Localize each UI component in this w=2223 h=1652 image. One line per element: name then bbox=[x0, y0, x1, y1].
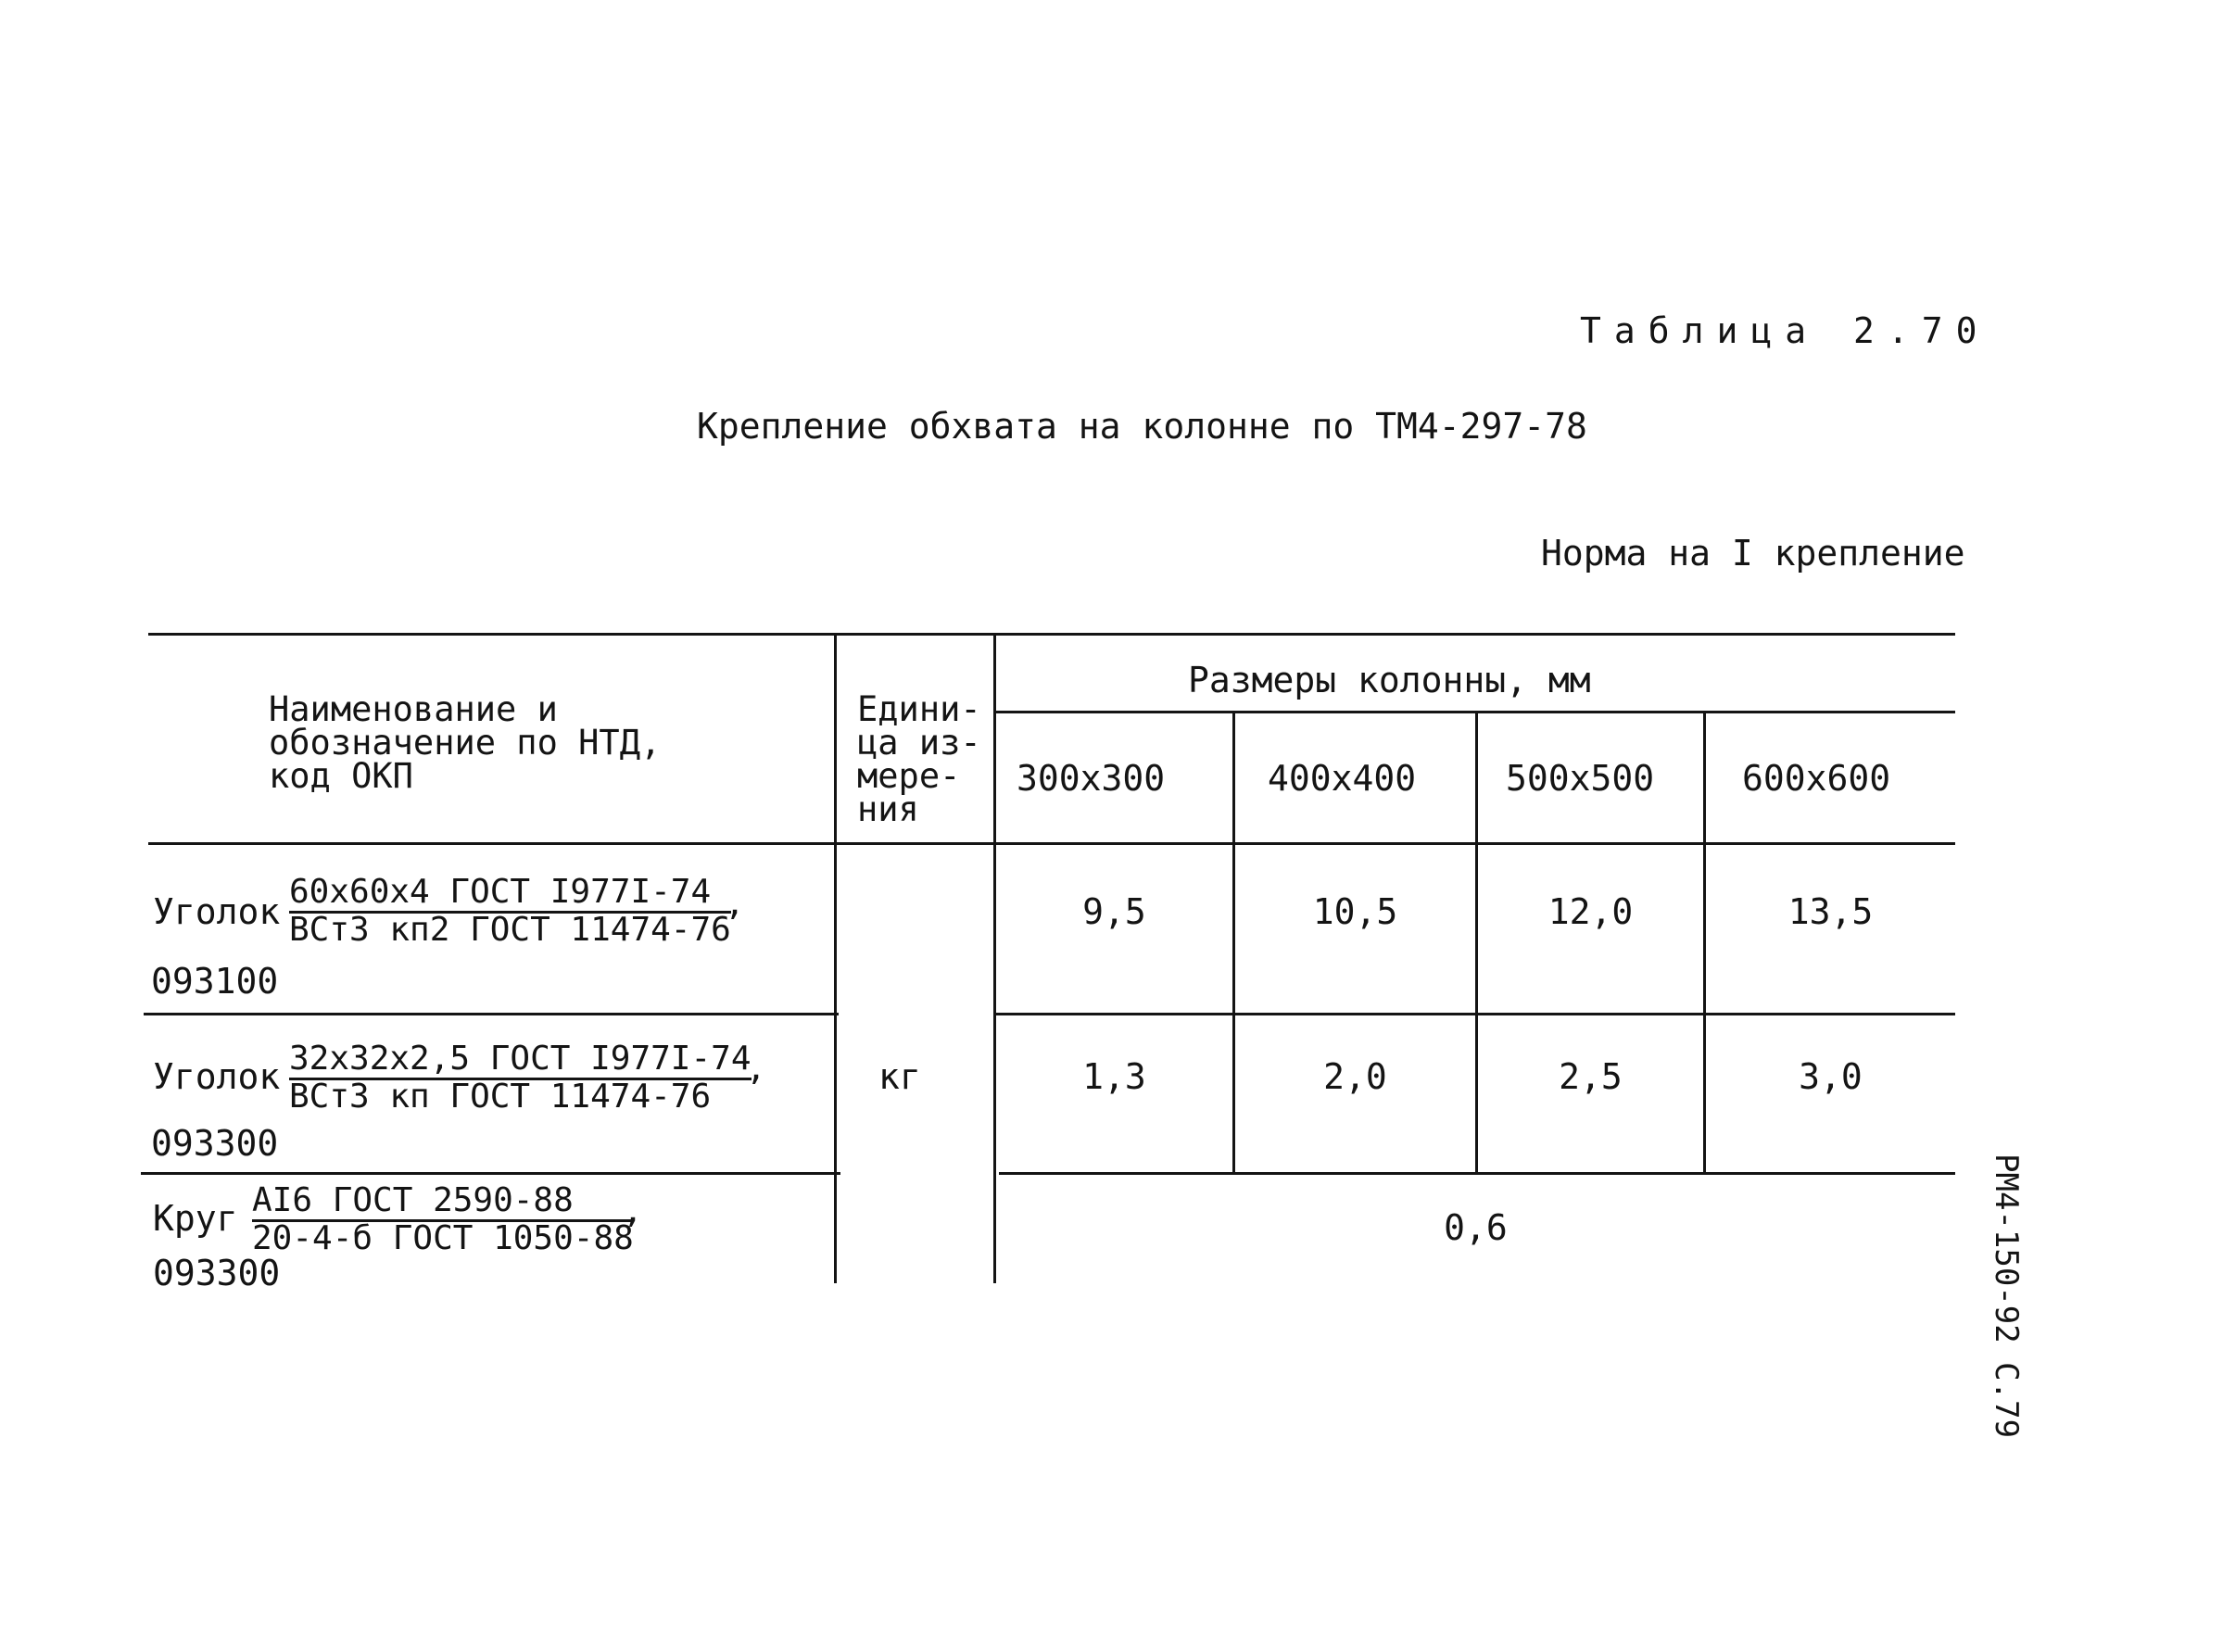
unit-value: кг bbox=[878, 1056, 921, 1097]
name-header-line: обозначение по НТД, bbox=[269, 723, 662, 763]
row2-bottom-rule-right bbox=[999, 1172, 1955, 1175]
side-stamp: РМ4-150-92 С.79 bbox=[1988, 1154, 2025, 1439]
col-divider-size-1 bbox=[1232, 711, 1235, 1172]
value-300: 1,3 bbox=[1082, 1056, 1146, 1097]
sizes-header-rule bbox=[993, 711, 1955, 713]
row-code: 093100 bbox=[151, 961, 279, 1002]
table-top-rule bbox=[148, 633, 1955, 636]
row-code: 093300 bbox=[153, 1253, 281, 1293]
size-header-400: 400x400 bbox=[1268, 758, 1417, 799]
unit-header-line: мере- bbox=[857, 756, 961, 796]
value-400: 10,5 bbox=[1312, 891, 1398, 932]
col-divider-size-3 bbox=[1703, 711, 1706, 1172]
value-500: 12,0 bbox=[1547, 891, 1634, 932]
row-suffix: , bbox=[746, 1050, 766, 1088]
row-prefix: Уголок bbox=[153, 891, 281, 932]
row-prefix: Круг bbox=[153, 1198, 238, 1239]
designation-numerator: 60x60x4 ГОСТ I977I-74 bbox=[289, 876, 731, 914]
name-column-header bbox=[269, 689, 662, 796]
row1-bottom-rule-left bbox=[144, 1013, 839, 1015]
row-designation bbox=[289, 1042, 752, 1114]
size-header-600: 600x600 bbox=[1742, 758, 1891, 799]
value-500: 2,5 bbox=[1559, 1056, 1623, 1097]
designation-denominator: ВСт3 кп ГОСТ 11474-76 bbox=[289, 1078, 712, 1116]
row-prefix: Уголок bbox=[153, 1056, 281, 1097]
row-suffix: , bbox=[725, 885, 745, 923]
size-header-500: 500x500 bbox=[1506, 758, 1655, 799]
name-header-line: код ОКП bbox=[269, 756, 413, 796]
value-600: 3,0 bbox=[1799, 1056, 1863, 1097]
row-designation bbox=[252, 1181, 634, 1257]
col-divider-unit-sizes bbox=[993, 633, 996, 1283]
col-divider-name-unit bbox=[834, 633, 837, 1283]
table-title: Крепление обхвата на колонне по ТМ4-297-78 bbox=[697, 406, 1587, 447]
unit-header-line: Едини- bbox=[857, 689, 981, 729]
value-all-sizes: 0,6 bbox=[1444, 1207, 1508, 1248]
row2-bottom-rule-left bbox=[141, 1172, 840, 1175]
table-number: Таблица 2.70 bbox=[1580, 310, 1990, 351]
value-600: 13,5 bbox=[1787, 891, 1874, 932]
designation-numerator: 32x32x2,5 ГОСТ I977I-74 bbox=[289, 1042, 752, 1080]
header-bottom-rule bbox=[148, 842, 1955, 845]
norm-note: Норма на I крепление bbox=[1541, 533, 1965, 574]
designation-numerator: AI6 ГОСТ 2590-88 bbox=[252, 1184, 634, 1222]
sizes-header: Размеры колонны, мм bbox=[1188, 660, 1591, 700]
value-400: 2,0 bbox=[1323, 1056, 1387, 1097]
value-300: 9,5 bbox=[1082, 891, 1146, 932]
row-code: 093300 bbox=[151, 1123, 279, 1164]
name-header-line: Наименование и bbox=[269, 689, 558, 729]
designation-denominator: ВСт3 кп2 ГОСТ 11474-76 bbox=[289, 911, 731, 949]
row-suffix: , bbox=[623, 1192, 643, 1230]
unit-header-line: ния bbox=[857, 789, 919, 829]
unit-header-line: ца из- bbox=[857, 723, 981, 763]
row-designation bbox=[289, 873, 731, 949]
size-header-300: 300x300 bbox=[1017, 758, 1166, 799]
col-divider-size-2 bbox=[1475, 711, 1478, 1172]
unit-column-header bbox=[857, 689, 981, 829]
designation-denominator: 20-4-б ГОСТ 1050-88 bbox=[252, 1219, 634, 1257]
